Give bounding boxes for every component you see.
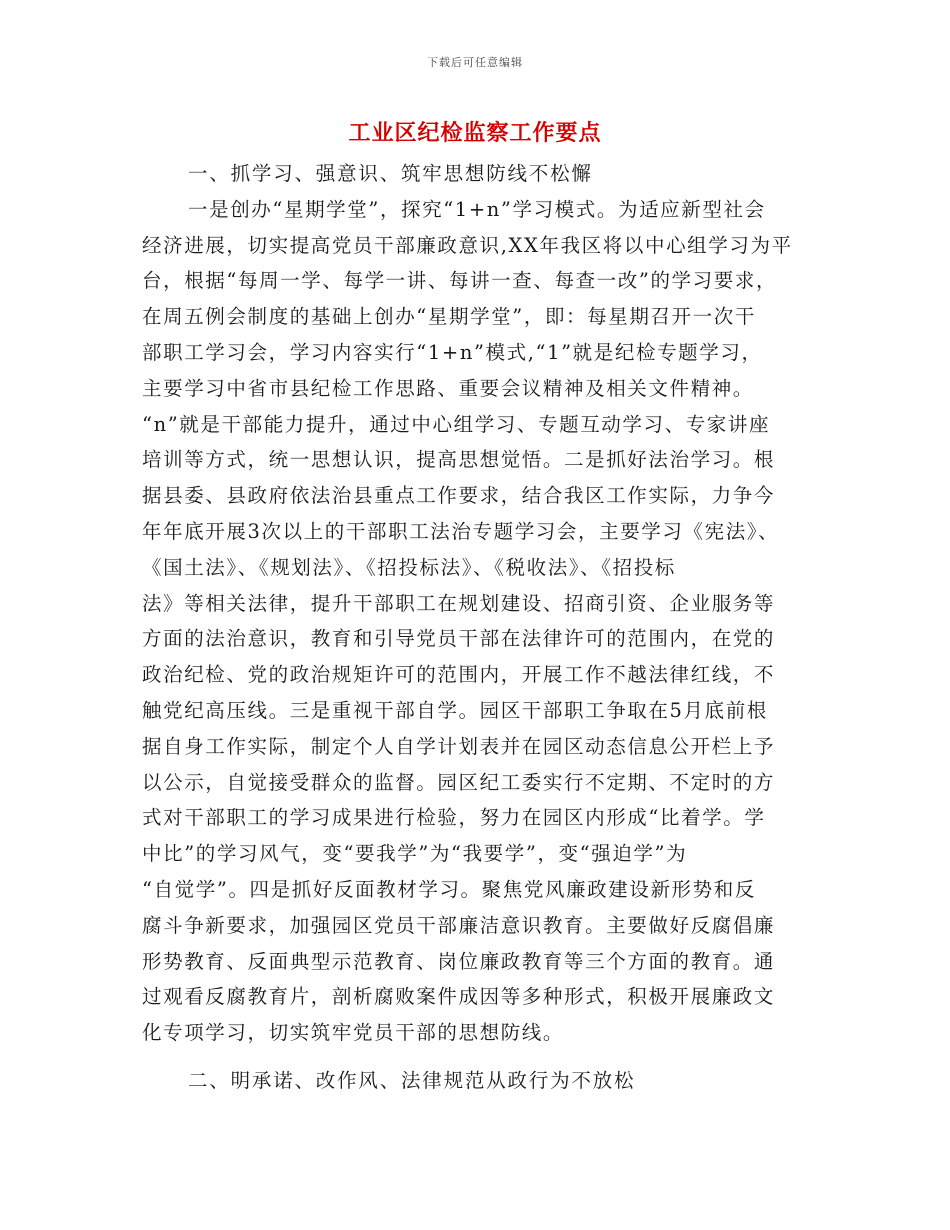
paragraph-line: 台，根据“每周一学、每学一讲、每讲一查、每查一改”的学习要求， (142, 269, 778, 293)
paragraph-line: 部职工学习会，学习内容实行“1+n”模式,“1”就是纪检专题学习， (142, 340, 763, 364)
paragraph-line: 据县委、县政府依法治县重点工作要求，结合我区工作实际，力争今 (142, 484, 776, 508)
paragraph-line: 化专项学习，切实筑牢党员干部的思想防线。 (142, 1021, 565, 1045)
paragraph-gap (142, 1051, 810, 1063)
paragraph-line: 中比”的学习风气，变“要我学”为“我要学”，变“强迫学”为 (142, 842, 688, 866)
paragraph-line: 触党纪高压线。三是重视干部自学。园区干部职工争取在5月底前根 (142, 698, 768, 722)
paragraph-line: 形势教育、反面典型示范教育、岗位廉政教育等三个方面的教育。通 (142, 949, 776, 973)
paragraph-line: 政治纪检、党的政治规矩许可的范围内，开展工作不越法律红线，不 (142, 663, 776, 687)
section-heading-2: 二、明承诺、改作风、法律规范从政行为不放松 (188, 1068, 636, 1092)
paragraph-line: 方面的法治意识，教育和引导党员干部在法律许可的范围内，在党的 (142, 627, 776, 651)
paragraph-line: 腐斗争新要求，加强园区党员干部廉洁意识教育。主要做好反腐倡廉 (142, 913, 776, 937)
paragraph-line: 经济进展，切实提高党员干部廉政意识,XX年我区将以中心组学习为平 (142, 233, 793, 257)
paragraph-line: “n”就是干部能力提升，通过中心组学习、专题互动学习、专家讲座 (142, 412, 771, 436)
section-heading-1: 一、抓学习、强意识、筑牢思想防线不松懈 (188, 162, 593, 185)
paragraph-line: 《国土法》、《规划法》、《招投标法》、《税收法》、《招投标 (142, 555, 676, 579)
header-note: 下载后可任意编辑 (427, 56, 523, 69)
document-body (142, 156, 810, 1099)
paragraph-line: 式对干部职工的学习成果进行检验，努力在园区内形成“比着学。学 (142, 806, 766, 830)
paragraph-line: 以公示，自觉接受群众的监督。园区纪工委实行不定期、不定时的方 (142, 770, 776, 794)
paragraph-line: “自觉学”。四是抓好反面教材学习。聚焦党风廉政建设新形势和反 (142, 877, 756, 901)
paragraph-line: 过观看反腐教育片，剖析腐败案件成因等多种形式，积极开展廉政文 (142, 985, 776, 1009)
paragraph-line: 培训等方式，统一思想认识，提高思想觉悟。二是抓好法治学习。根 (142, 448, 776, 472)
paragraph-line: 主要学习中省市县纪检工作思路、重要会议精神及相关文件精神。 (142, 376, 754, 400)
paragraph-line: 年年底开展3次以上的干部职工法治专题学习会，主要学习《宪法》、 (142, 519, 780, 543)
document-title: 工业区纪检监察工作要点 (348, 120, 602, 146)
paragraph-line: 法》等相关法律，提升干部职工在规划建设、招商引资、企业服务等 (142, 591, 776, 615)
paragraph-line: 据自身工作实际，制定个人自学计划表并在园区动态信息公开栏上予 (142, 734, 776, 758)
paragraph-line: 一是创办“星期学堂”，探究“1+n”学习模式。为适应新型社会 (188, 197, 766, 221)
paragraph-line: 在周五例会制度的基础上创办“星期学堂”，即：每星期召开一次干 (142, 305, 756, 329)
